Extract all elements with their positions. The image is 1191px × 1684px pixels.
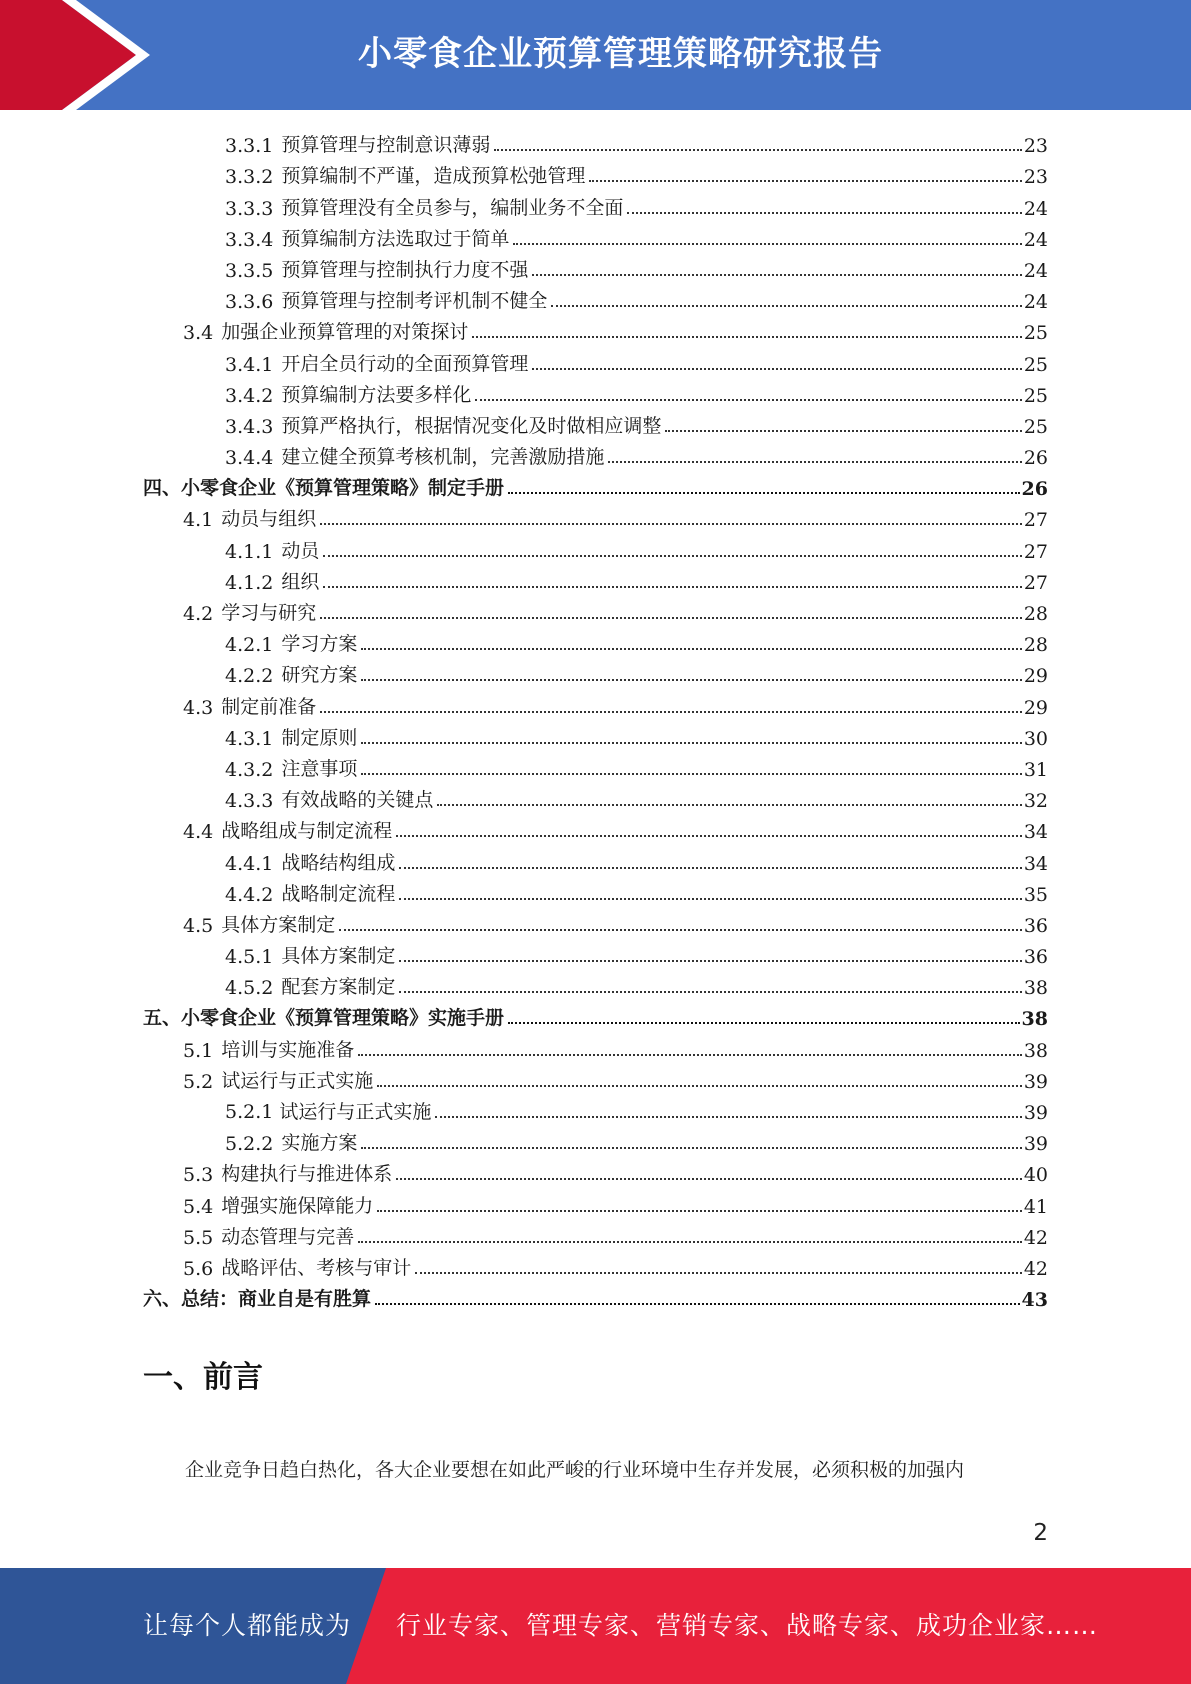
toc-entry-page: 32 — [1023, 790, 1048, 813]
toc-dot-leader — [513, 243, 1021, 245]
toc-entry-page: 39 — [1023, 1133, 1048, 1156]
toc-entry-title: 构建执行与推进体系 — [221, 1163, 393, 1186]
table-of-contents — [143, 126, 1048, 1311]
toc-entry[interactable] — [143, 875, 1048, 906]
header-chevron-icon — [0, 0, 160, 110]
toc-entry-title: 预算管理与控制意识薄弱 — [281, 134, 491, 157]
toc-entry-title: 研究方案 — [281, 664, 358, 687]
toc-entry-number: 3.4.1 — [225, 353, 274, 376]
toc-entry-title: 预算管理与控制执行力度不强 — [281, 258, 529, 281]
toc-dot-leader — [399, 960, 1021, 962]
toc-entry[interactable] — [143, 469, 1048, 500]
toc-entry-page: 31 — [1023, 758, 1048, 781]
toc-entry[interactable] — [143, 407, 1048, 438]
toc-entry-title: 动态管理与完善 — [221, 1225, 355, 1248]
toc-dot-leader — [608, 461, 1021, 463]
toc-entry[interactable] — [143, 906, 1048, 937]
toc-entry[interactable] — [143, 1218, 1048, 1249]
toc-entry-page: 24 — [1023, 259, 1048, 282]
toc-dot-leader — [627, 212, 1021, 214]
toc-dot-leader — [323, 555, 1021, 557]
toc-entry-title: 五、小零食企业《预算管理策略》实施手册 — [143, 1007, 505, 1030]
toc-entry-number: 4.1 — [183, 509, 214, 532]
toc-dot-leader — [494, 149, 1021, 151]
toc-entry-number: 3.3.2 — [225, 166, 274, 189]
toc-entry[interactable] — [143, 656, 1048, 687]
toc-entry-title: 培训与实施准备 — [221, 1038, 355, 1061]
toc-dot-leader — [475, 399, 1021, 401]
toc-entry-number: 5.2.2 — [225, 1133, 274, 1156]
toc-entry-page: 23 — [1023, 166, 1048, 189]
toc-entry-page: 39 — [1023, 1070, 1048, 1093]
toc-entry-title: 预算编制不严谨，造成预算松弛管理 — [281, 165, 586, 188]
toc-entry-title: 预算编制方法选取过于简单 — [281, 227, 510, 250]
toc-entry-page: 38 — [1021, 1008, 1048, 1031]
toc-entry-page: 39 — [1023, 1102, 1048, 1124]
toc-entry-page: 34 — [1023, 821, 1048, 844]
toc-entry-page: 36 — [1023, 946, 1048, 969]
toc-entry[interactable] — [143, 313, 1048, 344]
toc-dot-leader — [361, 679, 1021, 681]
toc-entry-page: 25 — [1023, 322, 1048, 345]
toc-entry-number: 3.3.4 — [225, 228, 274, 251]
toc-entry-number: 3.3.5 — [225, 259, 274, 282]
toc-entry-number: 4.5.2 — [225, 977, 274, 1000]
toc-dot-leader — [532, 274, 1021, 276]
toc-entry[interactable] — [143, 563, 1048, 594]
toc-entry-title: 建立健全预算考核机制，完善激励措施 — [281, 446, 605, 469]
toc-dot-leader — [399, 898, 1021, 900]
toc-entry-number: 4.1.1 — [225, 540, 274, 563]
toc-entry-page: 43 — [1021, 1289, 1048, 1312]
toc-entry-title: 配套方案制定 — [281, 976, 396, 999]
toc-dot-leader — [508, 492, 1020, 494]
toc-dot-leader — [472, 336, 1022, 338]
toc-entry[interactable] — [143, 843, 1048, 874]
toc-entry[interactable] — [143, 344, 1048, 375]
toc-entry[interactable] — [143, 781, 1048, 812]
toc-dot-leader — [396, 1178, 1022, 1180]
toc-dot-leader — [589, 180, 1021, 182]
toc-entry[interactable] — [143, 687, 1048, 718]
toc-dot-leader — [358, 1241, 1022, 1243]
toc-entry[interactable] — [143, 1280, 1048, 1311]
toc-dot-leader — [396, 835, 1022, 837]
toc-entry[interactable] — [143, 625, 1048, 656]
page-footer — [0, 1568, 1191, 1684]
toc-entry[interactable] — [143, 719, 1048, 750]
toc-entry-page: 29 — [1023, 696, 1048, 719]
toc-entry[interactable] — [143, 376, 1048, 407]
page-number: 2 — [1033, 1520, 1048, 1546]
toc-entry-number: 4.2.1 — [225, 634, 274, 657]
toc-dot-leader — [320, 523, 1022, 525]
toc-entry-number: 4.4 — [183, 821, 214, 844]
toc-entry-page: 25 — [1023, 353, 1048, 376]
footer-experts: 行业专家、管理专家、营销专家、战略专家、成功企业家…… — [396, 1611, 1099, 1640]
toc-entry-title: 预算管理没有全员参与，编制业务不全面 — [281, 196, 624, 219]
toc-dot-leader — [415, 1272, 1022, 1274]
toc-entry-number: 4.5.1 — [225, 946, 274, 969]
toc-dot-leader — [361, 773, 1021, 775]
toc-entry-page: 27 — [1023, 540, 1048, 563]
toc-entry-title: 试运行与正式实施 — [221, 1069, 374, 1092]
toc-entry-page: 26 — [1023, 447, 1048, 470]
toc-entry-page: 29 — [1023, 665, 1048, 688]
toc-entry-title: 战略结构组成 — [281, 851, 396, 874]
toc-dot-leader — [399, 991, 1021, 993]
toc-entry-page: 25 — [1023, 384, 1048, 407]
toc-entry[interactable] — [143, 1186, 1048, 1217]
toc-entry-title: 开启全员行动的全面预算管理 — [281, 352, 529, 375]
toc-entry-page: 28 — [1023, 634, 1048, 657]
toc-entry-number: 4.4.2 — [225, 883, 274, 906]
toc-entry-number: 3.4.4 — [225, 447, 274, 470]
toc-entry-number: 4.4.1 — [225, 852, 274, 875]
toc-entry-title: 动员 — [281, 539, 320, 562]
toc-entry-number: 3.4 — [183, 322, 214, 345]
toc-entry[interactable] — [143, 282, 1048, 313]
toc-entry-number: 4.3.1 — [225, 727, 274, 750]
toc-entry-page: 28 — [1023, 603, 1048, 625]
toc-entry[interactable] — [143, 438, 1048, 469]
toc-entry-number: 4.2.2 — [225, 665, 274, 688]
toc-entry[interactable] — [143, 157, 1048, 188]
body-paragraph: 企业竞争日趋白热化，各大企业要想在如此严峻的行业环境中生存并发展，必须积极的加强内 — [185, 1459, 965, 1481]
toc-dot-leader — [361, 742, 1021, 744]
toc-entry[interactable] — [143, 188, 1048, 219]
toc-entry-page: 24 — [1023, 291, 1048, 314]
toc-entry-title: 加强企业预算管理的对策探讨 — [221, 321, 469, 344]
toc-entry-title: 战略组成与制定流程 — [221, 820, 393, 843]
toc-entry-title: 动员与组织 — [221, 508, 317, 531]
toc-entry[interactable] — [143, 750, 1048, 781]
toc-entry[interactable] — [143, 126, 1048, 157]
toc-entry-page: 26 — [1021, 478, 1048, 501]
toc-entry-title: 预算编制方法要多样化 — [281, 383, 472, 406]
toc-entry-title: 注意事项 — [281, 757, 358, 780]
toc-entry-number: 4.3.3 — [225, 790, 274, 813]
toc-entry-page: 25 — [1023, 415, 1048, 438]
toc-entry-title: 组织 — [281, 570, 320, 593]
toc-entry-page: 24 — [1023, 197, 1048, 220]
toc-entry-page: 38 — [1023, 1039, 1048, 1062]
toc-entry-title: 预算管理与控制考评机制不健全 — [281, 290, 548, 313]
toc-dot-leader — [508, 1022, 1020, 1024]
toc-entry[interactable] — [143, 594, 1048, 625]
toc-entry-page: 23 — [1023, 135, 1048, 158]
toc-entry-number: 4.5 — [183, 914, 214, 937]
toc-entry-page: 38 — [1023, 977, 1048, 1000]
toc-dot-leader — [551, 305, 1021, 307]
toc-dot-leader — [377, 1210, 1022, 1212]
toc-dot-leader — [358, 1054, 1022, 1056]
page-header — [0, 0, 1191, 110]
toc-entry-title: 六、总结：商业自是有胜算 — [143, 1288, 372, 1311]
toc-entry-number: 4.2 — [183, 603, 214, 625]
toc-entry-number: 4.1.2 — [225, 571, 274, 594]
toc-entry[interactable] — [143, 531, 1048, 562]
toc-dot-leader — [532, 368, 1021, 370]
toc-dot-leader — [435, 1116, 1021, 1118]
toc-entry-number: 3.3.6 — [225, 291, 274, 314]
toc-entry-number: 5.2 — [183, 1070, 214, 1093]
toc-entry-page: 42 — [1023, 1257, 1048, 1280]
toc-dot-leader — [320, 711, 1022, 713]
toc-entry-title: 实施方案 — [281, 1132, 358, 1155]
toc-entry[interactable] — [143, 1062, 1048, 1093]
toc-entry[interactable] — [143, 999, 1048, 1030]
toc-entry-number: 5.4 — [183, 1195, 214, 1218]
toc-entry-title: 有效战略的关键点 — [281, 789, 434, 812]
toc-dot-leader — [375, 1303, 1020, 1305]
toc-entry-title: 制定原则 — [281, 726, 358, 749]
toc-entry-title: 四、小零食企业《预算管理策略》制定手册 — [143, 477, 505, 500]
toc-entry-number: 3.3.3 — [225, 197, 274, 220]
toc-entry-number: 3.3.1 — [225, 135, 274, 158]
toc-entry[interactable] — [143, 1124, 1048, 1155]
toc-entry[interactable] — [143, 1093, 1048, 1124]
toc-entry-title: 增强实施保障能力 — [221, 1194, 374, 1217]
toc-entry[interactable] — [143, 1155, 1048, 1186]
toc-dot-leader — [361, 1147, 1021, 1149]
toc-entry-title: 具体方案制定 — [281, 945, 396, 968]
toc-entry-page: 42 — [1023, 1226, 1048, 1249]
toc-entry[interactable] — [143, 251, 1048, 282]
toc-entry-number: 3.4.3 — [225, 415, 274, 438]
toc-entry-title: 学习与研究 — [221, 602, 317, 624]
toc-entry-page: 41 — [1023, 1195, 1048, 1218]
toc-entry-page: 24 — [1023, 228, 1048, 251]
toc-dot-leader — [339, 929, 1022, 931]
toc-entry-page: 27 — [1023, 571, 1048, 594]
toc-entry-page: 40 — [1023, 1164, 1048, 1187]
toc-entry-page: 36 — [1023, 914, 1048, 937]
toc-dot-leader — [399, 867, 1021, 869]
toc-entry-page: 34 — [1023, 852, 1048, 875]
toc-dot-leader — [377, 1085, 1022, 1087]
toc-entry-title: 战略评估、考核与审计 — [221, 1256, 412, 1279]
toc-entry-number: 3.4.2 — [225, 384, 274, 407]
toc-entry-title: 学习方案 — [281, 633, 358, 656]
toc-entry-number: 5.5 — [183, 1226, 214, 1249]
toc-entry-title: 制定前准备 — [221, 695, 317, 718]
toc-entry-page: 27 — [1023, 509, 1048, 532]
toc-entry-page: 35 — [1023, 883, 1048, 906]
toc-entry-number: 4.3 — [183, 696, 214, 719]
toc-dot-leader — [361, 648, 1021, 650]
toc-entry[interactable] — [143, 968, 1048, 999]
toc-entry[interactable] — [143, 1030, 1048, 1061]
toc-entry-title: 预算严格执行，根据情况变化及时做相应调整 — [281, 414, 662, 437]
toc-entry[interactable] — [143, 812, 1048, 843]
toc-entry[interactable] — [143, 1249, 1048, 1280]
toc-entry[interactable] — [143, 220, 1048, 251]
toc-dot-leader — [320, 617, 1022, 619]
footer-slogan: 让每个人都能成为 — [143, 1611, 352, 1640]
toc-entry-number: 5.6 — [183, 1257, 214, 1280]
toc-dot-leader — [323, 586, 1021, 588]
toc-entry[interactable] — [143, 937, 1048, 968]
toc-entry-title: 5.2.1 试运行与正式实施 — [225, 1101, 432, 1123]
toc-entry-page: 30 — [1023, 727, 1048, 750]
toc-dot-leader — [665, 430, 1021, 432]
toc-entry-number: 4.3.2 — [225, 758, 274, 781]
toc-entry-title: 具体方案制定 — [221, 913, 336, 936]
toc-entry[interactable] — [143, 500, 1048, 531]
section-heading: 一、前言 — [143, 1360, 263, 1395]
toc-entry-number: 5.1 — [183, 1039, 214, 1062]
document-title: 小零食企业预算管理策略研究报告 — [358, 34, 883, 74]
toc-entry-title: 战略制定流程 — [281, 882, 396, 905]
toc-dot-leader — [437, 804, 1021, 806]
toc-entry-number: 5.3 — [183, 1164, 214, 1187]
